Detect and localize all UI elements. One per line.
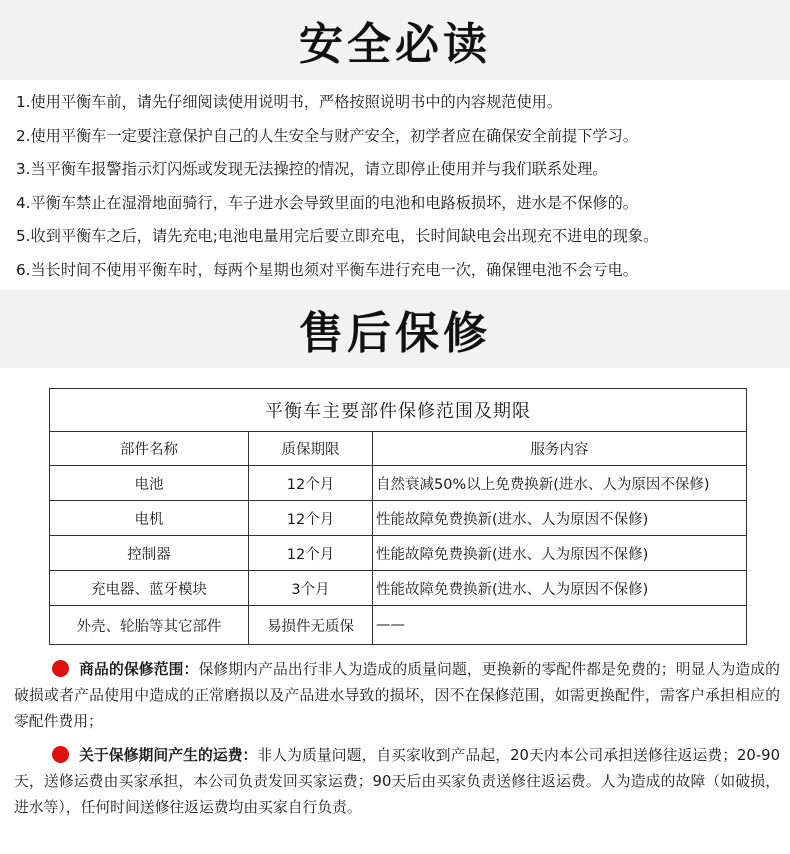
row-period: 3个月 <box>249 571 373 606</box>
row-period: 12个月 <box>249 466 373 501</box>
row-service: 性能故障免费换新(进水、人为原因不保修) <box>373 571 747 606</box>
safety-item-5: 5.收到平衡车之后，请先充电;电池电量用完后要立即充电，长时间缺电会出现充不进电的现象。 <box>16 227 659 246</box>
row-service: 性能故障免费换新(进水、人为原因不保修) <box>373 536 747 571</box>
red-dot-icon <box>52 660 69 677</box>
header-period: 质保期限 <box>249 432 373 466</box>
table-header-row <box>50 432 747 466</box>
table-row <box>50 571 747 606</box>
warranty-scope-paragraph <box>14 657 780 735</box>
row-service: 自然衰减50%以上免费换新(进水、人为原因不保修) <box>373 466 747 501</box>
aftersales-title: 售后保修 <box>299 308 491 359</box>
shipping-fee-label: 关于保修期间产生的运费： <box>79 747 258 764</box>
shipping-fee-note <box>14 743 780 821</box>
row-part: 外壳、轮胎等其它部件 <box>50 606 249 645</box>
row-period: 易损件无质保 <box>249 606 373 645</box>
warranty-scope-label: 商品的保修范围： <box>79 661 199 678</box>
safety-title: 安全必读 <box>299 19 491 70</box>
warranty-table <box>49 388 747 645</box>
safety-item-1: 1.使用平衡车前，请先仔细阅读使用说明书，严格按照说明书中的内容规范使用。 <box>16 93 563 111</box>
shipping-fee-text: 非人为质量问题，自买家收到产品起，20天内本公司承担送修往返运费；20-90天，送修运费由买家承担，本公司负责发回买家运费；90天后由买家负责送修往返运费。人为造成的故障（如破损，进水等），任何时间送修往返运费均由买家自行负责。 <box>14 747 780 816</box>
warranty-scope-text: 保修期内产品出行非人为造成的质量问题，更换新的零配件都是免费的；明显人为造成的破损或者产品使用中造成的正常磨损以及产品进水导致的损坏，因不在保修范围，如需更换配件，需客户承担相应的零配件费用； <box>14 661 780 730</box>
safety-item-3: 3.当平衡车报警指示灯闪烁或发现无法操控的情况，请立即停止使用并与我们联系处理。 <box>16 160 608 179</box>
table-row <box>50 466 747 501</box>
row-part: 电机 <box>50 501 249 536</box>
safety-item-2: 2.使用平衡车一定要注意保护自己的人生安全与财产安全，初学者应在确保安全前提下学习。 <box>16 126 638 145</box>
safety-banner <box>0 0 790 80</box>
safety-item-6: 6.当长时间不使用平衡车时，每两个星期也须对平衡车进行充电一次，确保锂电池不会亏电。 <box>16 260 638 279</box>
aftersales-banner <box>0 290 790 368</box>
warranty-table-wrap <box>49 388 746 645</box>
header-service: 服务内容 <box>373 432 747 466</box>
table-row <box>50 536 747 571</box>
table-title: 平衡车主要部件保修范围及期限 <box>50 389 747 432</box>
row-period: 12个月 <box>249 536 373 571</box>
warranty-scope-note <box>14 657 780 735</box>
row-service: 性能故障免费换新(进水、人为原因不保修) <box>373 501 747 536</box>
row-period: 12个月 <box>249 501 373 536</box>
header-part: 部件名称 <box>50 432 249 466</box>
safety-item-4: 4.平衡车禁止在湿滑地面骑行，车子进水会导致里面的电池和电路板损坏，进水是不保修的。 <box>16 193 638 212</box>
row-part: 控制器 <box>50 536 249 571</box>
row-part: 充电器、蓝牙模块 <box>50 571 249 606</box>
table-row <box>50 501 747 536</box>
row-part: 电池 <box>50 466 249 501</box>
safety-list <box>16 86 786 288</box>
red-dot-icon <box>52 746 69 763</box>
shipping-fee-paragraph <box>14 743 780 821</box>
table-row <box>50 606 747 645</box>
row-service: —— <box>373 606 747 645</box>
